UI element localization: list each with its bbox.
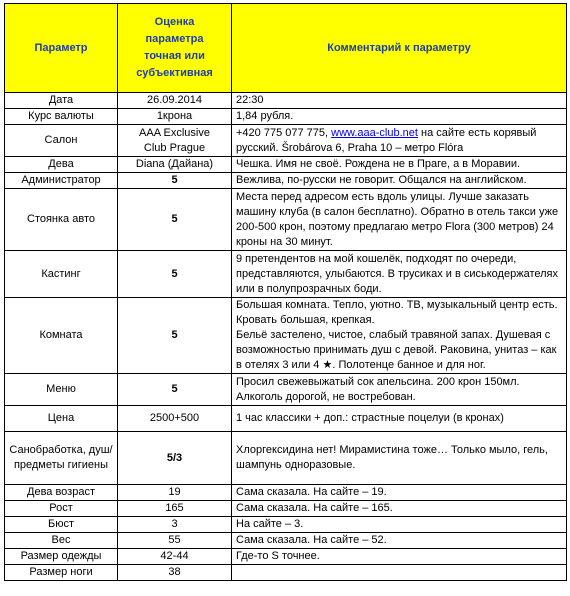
header-param: Параметр <box>5 4 118 93</box>
param-value: 165 <box>118 501 232 517</box>
param-name: Меню <box>5 374 118 406</box>
review-table <box>4 3 567 581</box>
table-row <box>5 173 567 189</box>
table-row <box>5 109 567 125</box>
comment-line: Бельё застелено, чистое, слабый травяной запах. Душевая с возможностью принимать душ с девой. Раковина, унитаз – как в отелях 3 или 4 <box>236 329 557 371</box>
table-row <box>5 157 567 173</box>
param-comment: 1 час классики + доп.: страстные поцелуи (в кронах) <box>232 406 567 432</box>
table-row <box>5 517 567 533</box>
param-comment: Просил свежевыжатый сок апельсина. 200 крон 150мл. Алкоголь дорогой, не востребован. <box>232 374 567 406</box>
param-name: Дата <box>5 93 118 109</box>
param-comment <box>232 565 567 581</box>
header-rating-line: Оценка <box>154 16 195 28</box>
param-name: Кастинг <box>5 251 118 298</box>
param-comment: Сама сказала. На сайте – 165. <box>232 501 567 517</box>
param-value: 5 <box>118 173 232 189</box>
param-comment: Сама сказала. На сайте – 19. <box>232 485 567 501</box>
comment-tail: . Полотенце банное и для ног. <box>332 359 486 371</box>
table-header-row <box>5 4 567 93</box>
param-value: 2500+500 <box>118 406 232 432</box>
param-comment: 22:30 <box>232 93 567 109</box>
table-row <box>5 501 567 517</box>
param-name: Рост <box>5 501 118 517</box>
param-value: 26.09.2014 <box>118 93 232 109</box>
param-comment: 1,84 рубля. <box>232 109 567 125</box>
param-name: Размер одежды <box>5 549 118 565</box>
comment-text: на сайте есть корявый русский. Šrobárova 6, Praha 10 – метро Flóra <box>236 126 537 154</box>
param-value: 55 <box>118 533 232 549</box>
param-comment <box>232 298 567 374</box>
header-rating-line: точная или <box>144 50 205 62</box>
param-value <box>118 125 232 157</box>
table-row <box>5 125 567 157</box>
table-row <box>5 189 567 251</box>
value-line: AAA Exclusive <box>139 126 210 139</box>
table-row <box>5 549 567 565</box>
table-row <box>5 485 567 501</box>
param-name: Курс валюты <box>5 109 118 125</box>
star-icon: ★ <box>322 359 333 371</box>
salon-site-link[interactable]: www.aaa-club.net <box>331 126 418 139</box>
param-comment: Места перед адресом есть вдоль улицы. Лучше заказать машину клуба (в салон бесплатно). Обратно в отель такси уже 200-500 крон, поэтому предлагаю метро Flora (300 метров) 24 кроны на 30 минут. <box>232 189 567 251</box>
param-value: 3 <box>118 517 232 533</box>
param-name: Цена <box>5 406 118 432</box>
table-row <box>5 374 567 406</box>
param-value: 5 <box>118 298 232 374</box>
param-value: 19 <box>118 485 232 501</box>
param-name: Вес <box>5 533 118 549</box>
param-value: 5 <box>118 374 232 406</box>
table-row <box>5 251 567 298</box>
param-comment: Сама сказала. На сайте – 52. <box>232 533 567 549</box>
param-name: Размер ноги <box>5 565 118 581</box>
param-name: Дева возраст <box>5 485 118 501</box>
param-value: 5 <box>118 189 232 251</box>
comment-text: +420 775 077 775, <box>236 126 332 139</box>
param-comment <box>232 125 567 157</box>
param-value: 42-44 <box>118 549 232 565</box>
review-table-wrapper <box>4 3 567 581</box>
param-value: Diana (Дайана) <box>118 157 232 173</box>
param-name: Салон <box>5 125 118 157</box>
table-row <box>5 533 567 549</box>
param-value: 38 <box>118 565 232 581</box>
header-rating-line: субъективная <box>136 67 213 79</box>
comment-line: Большая комната. Тепло, уютно. ТВ, музыкальный центр есть. Кровать большая, крепкая. <box>236 299 558 326</box>
table-row <box>5 298 567 374</box>
header-rating <box>118 4 232 93</box>
param-name: Стоянка авто <box>5 189 118 251</box>
param-value: 1крона <box>118 109 232 125</box>
param-value: 5 <box>118 251 232 298</box>
param-name: Санобработка, душ/ предметы гигиены <box>5 432 118 485</box>
param-comment: На сайте – 3. <box>232 517 567 533</box>
header-rating-line: параметра <box>145 33 204 45</box>
param-name: Бюст <box>5 517 118 533</box>
table-row <box>5 565 567 581</box>
param-name: Комната <box>5 298 118 374</box>
param-name: Дева <box>5 157 118 173</box>
value-line: Club Prague <box>143 141 206 154</box>
param-comment: Хлоргексидина нет! Мирамистина тоже… Только мыло, гель, шампунь одноразовые. <box>232 432 567 485</box>
header-comment: Комментарий к параметру <box>232 4 567 93</box>
table-row <box>5 93 567 109</box>
param-value: 5/3 <box>118 432 232 485</box>
param-comment: 9 претендентов на мой кошелёк, подходят по очереди, представляются, улыбаются. В трусиках и в сиськодержателях или в полупрозрачных боди. <box>232 251 567 298</box>
table-row <box>5 432 567 485</box>
param-comment: Чешка. Имя не своё. Рождена не в Праге, а в Моравии. <box>232 157 567 173</box>
param-comment: Вежлива, по-русски не говорит. Общался на английском. <box>232 173 567 189</box>
param-name: Администратор <box>5 173 118 189</box>
param-comment: Где-то S точнее. <box>232 549 567 565</box>
table-row <box>5 406 567 432</box>
